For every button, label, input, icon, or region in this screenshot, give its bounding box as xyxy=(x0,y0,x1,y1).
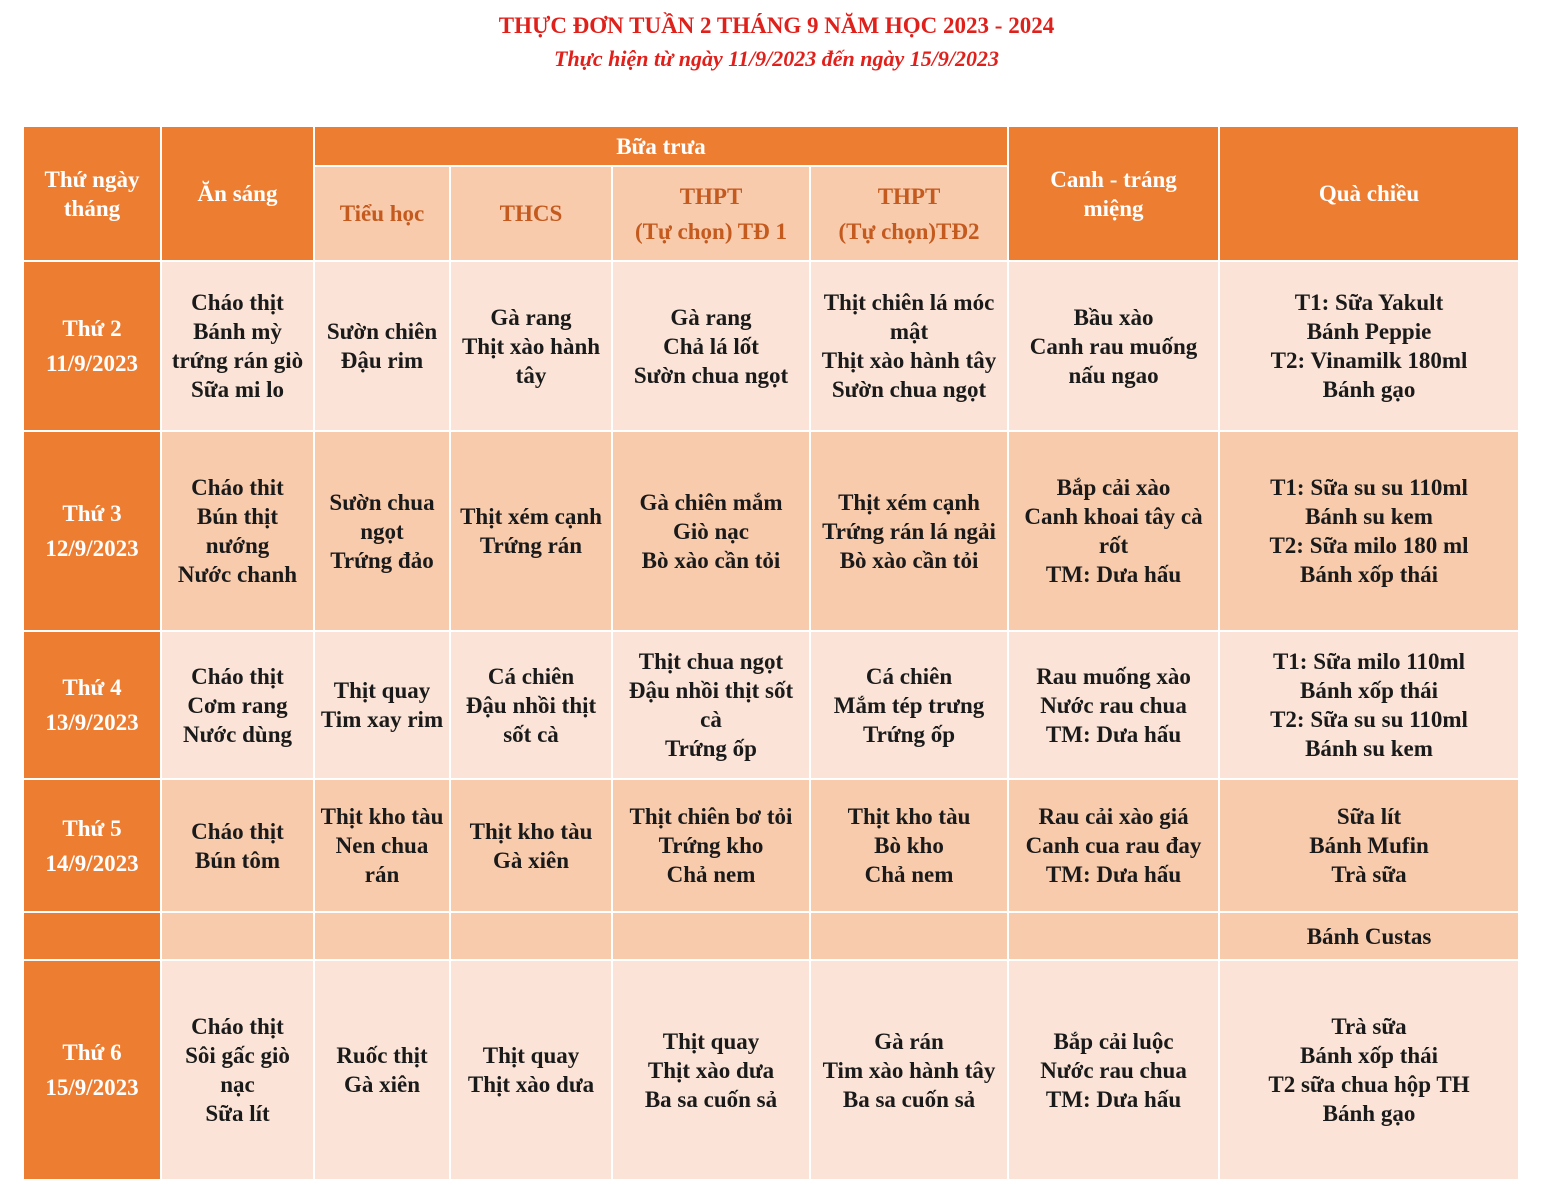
menu-item: T2 sữa chua hộp TH xyxy=(1268,1072,1470,1097)
header-breakfast: Ăn sáng xyxy=(161,126,314,261)
menu-item: Trứng kho xyxy=(658,833,764,858)
menu-item: Bún tôm xyxy=(195,847,280,873)
header-high-option-2: THPT (Tự chọn)TĐ2 xyxy=(810,166,1008,261)
secondary-lunch-cell xyxy=(450,431,612,631)
header-soup-dessert: Canh - tráng miệng xyxy=(1008,126,1219,261)
day-line: Thứ 3 xyxy=(62,501,122,526)
header-secondary: THCS xyxy=(450,166,612,261)
menu-item: Thịt kho tàu xyxy=(847,804,971,829)
menu-item: Thịt chua ngọt xyxy=(638,649,784,674)
menu-item: Trứng đảo xyxy=(330,547,434,573)
menu-item: Cá chiên xyxy=(865,663,953,689)
table-row xyxy=(23,431,1519,631)
menu-item: Sữa lít xyxy=(1336,804,1402,829)
menu-item: Cơm rang xyxy=(187,692,288,718)
high-option-2-cell xyxy=(810,431,1008,631)
high-option-1-cell xyxy=(612,912,810,960)
menu-item: Gà xiên xyxy=(492,847,570,873)
menu-item: Thịt kho tàu xyxy=(320,804,444,829)
menu-item: Tim xào hành tây xyxy=(822,1057,996,1083)
menu-item: Bò xào cần tỏi xyxy=(641,547,781,573)
high-option-1-cell xyxy=(612,261,810,431)
menu-body xyxy=(23,261,1519,1180)
breakfast-cell xyxy=(161,912,314,960)
primary-lunch-cell xyxy=(314,912,450,960)
menu-item: Cháo thit xyxy=(191,475,284,500)
header-afternoon-snack: Quà chiều xyxy=(1219,126,1519,261)
primary-lunch-cell xyxy=(314,631,450,779)
menu-item: Sườn chua ngọt xyxy=(329,489,435,544)
day-line: Thứ 2 xyxy=(62,316,122,341)
menu-item: Thịt quay xyxy=(482,1043,580,1068)
breakfast-cell xyxy=(161,261,314,431)
menu-item: Gà chiên mắm xyxy=(639,489,783,515)
day-cell xyxy=(23,779,161,912)
menu-item: Thịt xào dưa xyxy=(647,1057,775,1083)
breakfast-cell xyxy=(161,631,314,779)
day-line: Thứ 6 xyxy=(62,1040,122,1065)
menu-item: Sườn chua ngọt xyxy=(633,362,789,388)
menu-item: Bánh mỳ trứng rán giò xyxy=(171,319,304,373)
table-row xyxy=(23,261,1519,431)
menu-item: Sườn chua ngọt xyxy=(831,377,987,402)
table-row xyxy=(23,779,1519,912)
soup-dessert-cell xyxy=(1008,261,1219,431)
table-row xyxy=(23,912,1519,960)
menu-item: TM: Dưa hấu xyxy=(1045,721,1182,747)
soup-dessert-cell xyxy=(1008,960,1219,1180)
menu-item: Thịt quay xyxy=(333,678,431,703)
high-option-2-cell xyxy=(810,631,1008,779)
menu-item: Trứng ốp xyxy=(863,721,955,747)
menu-item: Bò xào cần tỏi xyxy=(839,547,979,573)
day-line: Thứ 4 xyxy=(62,675,122,700)
menu-item: Cháo thịt xyxy=(191,818,284,844)
menu-item: Gà xiên xyxy=(343,1072,421,1097)
menu-item: Cháo thịt xyxy=(191,1014,284,1039)
menu-item: Đậu rim xyxy=(340,348,424,373)
menu-item: Bầu xào xyxy=(1073,304,1154,330)
menu-item: Nước rau chua xyxy=(1040,1057,1187,1083)
menu-item: Thịt chiên bơ tỏi xyxy=(629,804,793,829)
menu-item: Thịt kho tàu xyxy=(469,818,593,844)
secondary-lunch-cell xyxy=(450,261,612,431)
day-cell xyxy=(23,912,161,960)
menu-item: Ba sa cuốn sả xyxy=(842,1086,976,1112)
menu-item: Nước chanh xyxy=(177,562,298,587)
high-option-1-cell xyxy=(612,960,810,1180)
high-option-2-cell xyxy=(810,779,1008,912)
menu-item: Thịt xào dưa xyxy=(467,1072,595,1097)
day-cell xyxy=(23,960,161,1180)
menu-item: Gà rang xyxy=(490,304,572,330)
day-line: 14/9/2023 xyxy=(45,850,139,876)
menu-item: Bò kho xyxy=(874,833,944,858)
menu-item: Bánh gạo xyxy=(1322,1101,1416,1126)
day-line: 11/9/2023 xyxy=(45,351,138,376)
menu-item: Bánh xốp thái xyxy=(1299,562,1439,587)
menu-item: Trứng rán lá ngải xyxy=(822,518,996,544)
afternoon-snack-cell xyxy=(1219,912,1519,960)
menu-item: Mắm tép trưng xyxy=(833,692,985,718)
afternoon-snack-cell xyxy=(1219,431,1519,631)
menu-date-range: Thực hiện từ ngày 11/9/2023 đến ngày 15/9/2023 xyxy=(554,46,999,71)
menu-item: Ruốc thịt xyxy=(336,1043,428,1068)
menu-item: Bánh gạo xyxy=(1322,377,1416,402)
menu-item: Bánh Mufin xyxy=(1309,833,1429,858)
table-row xyxy=(23,631,1519,779)
menu-item: Thịt chiên lá móc mật xyxy=(823,290,995,344)
menu-item: Nen chua rán xyxy=(335,833,429,887)
menu-item: T1: Sữa su su 110ml xyxy=(1270,475,1468,500)
day-cell xyxy=(23,431,161,631)
header-lunch: Bữa trưa xyxy=(314,126,1008,166)
menu-item: Rau muống xào xyxy=(1036,663,1191,689)
menu-item: Ba sa cuốn sả xyxy=(644,1086,778,1112)
menu-item: Đậu nhồi thịt sốt cà xyxy=(465,692,597,747)
menu-item: Thịt quay xyxy=(662,1028,760,1054)
day-line: 13/9/2023 xyxy=(45,710,139,735)
menu-item: Trứng rán xyxy=(479,533,583,558)
high-option-2-cell xyxy=(810,261,1008,431)
menu-item: TM: Dưa hấu xyxy=(1045,1086,1182,1112)
menu-item: Bánh su kem xyxy=(1305,736,1433,761)
menu-item: Sườn chiên xyxy=(326,319,438,344)
high-option-1-cell xyxy=(612,779,810,912)
menu-item: Trà sữa xyxy=(1331,862,1407,887)
menu-item: Sôi gấc giò nạc xyxy=(185,1043,290,1097)
menu-item: Cá chiên xyxy=(487,663,575,689)
menu-item: Chả lá lốt xyxy=(663,333,759,359)
afternoon-snack-cell xyxy=(1219,960,1519,1180)
menu-item: Sữa lít xyxy=(205,1101,270,1126)
day-cell xyxy=(23,631,161,779)
menu-item: Thịt xém cạnh xyxy=(838,489,980,515)
menu-item: Trứng ốp xyxy=(665,736,757,761)
breakfast-cell xyxy=(161,779,314,912)
weekly-menu-table xyxy=(22,125,1520,1181)
secondary-lunch-cell xyxy=(450,912,612,960)
secondary-lunch-cell xyxy=(450,960,612,1180)
menu-item: Bắp cải luộc xyxy=(1053,1028,1174,1054)
secondary-lunch-cell xyxy=(450,631,612,779)
menu-item: Nước dùng xyxy=(183,721,292,747)
menu-item: Thịt xém cạnh xyxy=(460,504,602,529)
menu-item: Bún thịt nướng xyxy=(196,504,279,558)
menu-item: Sữa mi lo xyxy=(190,377,285,402)
menu-item: T2: Vinamilk 180ml xyxy=(1270,348,1468,373)
menu-item: T1: Sữa milo 110ml xyxy=(1272,649,1466,674)
day-line: 15/9/2023 xyxy=(45,1075,139,1100)
menu-item: Thịt xào hành tây xyxy=(821,348,997,373)
breakfast-cell xyxy=(161,960,314,1180)
menu-item: Cháo thịt xyxy=(191,663,284,689)
soup-dessert-cell xyxy=(1008,431,1219,631)
menu-item: Rau cải xào giá xyxy=(1038,804,1189,829)
high-option-1-cell xyxy=(612,631,810,779)
afternoon-snack-cell xyxy=(1219,261,1519,431)
menu-item: Canh rau muống nấu ngao xyxy=(1029,333,1198,388)
menu-item: Thịt xào hành tây xyxy=(461,333,601,388)
menu-item: TM: Dưa hấu xyxy=(1045,562,1182,587)
soup-dessert-cell xyxy=(1008,779,1219,912)
menu-item: Gà rang xyxy=(670,304,752,330)
primary-lunch-cell xyxy=(314,779,450,912)
day-line: Thứ 5 xyxy=(62,815,122,841)
menu-item: Trà sữa xyxy=(1331,1014,1407,1039)
day-line: 12/9/2023 xyxy=(45,536,139,561)
menu-item: Nước rau chua xyxy=(1040,692,1187,718)
menu-item: Bánh Peppie xyxy=(1306,319,1432,344)
primary-lunch-cell xyxy=(314,261,450,431)
high-option-2-cell xyxy=(810,960,1008,1180)
high-option-2-cell xyxy=(810,912,1008,960)
afternoon-snack-cell xyxy=(1219,631,1519,779)
soup-dessert-cell xyxy=(1008,912,1219,960)
menu-item: Bánh xốp thái xyxy=(1299,1043,1439,1068)
breakfast-cell xyxy=(161,431,314,631)
day-cell xyxy=(23,261,161,431)
menu-item: T2: Sữa milo 180 ml xyxy=(1269,533,1469,558)
menu-item: Bánh su kem xyxy=(1305,504,1433,529)
menu-item: Bánh xốp thái xyxy=(1299,678,1439,703)
menu-item: Tim xay rim xyxy=(320,707,444,732)
menu-item: T2: Sữa su su 110ml xyxy=(1270,707,1468,732)
menu-item: Giò nạc xyxy=(672,518,750,544)
secondary-lunch-cell xyxy=(450,779,612,912)
high-option-1-cell xyxy=(612,431,810,631)
table-row xyxy=(23,960,1519,1180)
menu-title: THỰC ĐƠN TUẦN 2 THÁNG 9 NĂM HỌC 2023 - 2024 xyxy=(498,13,1055,38)
menu-item: T1: Sữa Yakult xyxy=(1294,290,1444,315)
soup-dessert-cell xyxy=(1008,631,1219,779)
primary-lunch-cell xyxy=(314,960,450,1180)
menu-item: Bánh Custas xyxy=(1306,923,1432,949)
menu-item: Chả nem xyxy=(666,862,756,887)
header-primary: Tiểu học xyxy=(314,166,450,261)
menu-item: Cháo thịt xyxy=(191,290,284,315)
menu-item: Canh cua rau đay xyxy=(1025,833,1202,858)
menu-item: TM: Dưa hấu xyxy=(1045,862,1182,887)
menu-item: Canh khoai tây cà rốt xyxy=(1024,504,1203,558)
menu-item: Bắp cải xào xyxy=(1056,475,1171,500)
menu-item: Đậu nhồi thịt sốt cà xyxy=(628,678,794,732)
header-day: Thứ ngày tháng xyxy=(23,126,161,261)
header-high-option-1: THPT (Tự chọn) TĐ 1 xyxy=(612,166,810,261)
menu-item: Gà rán xyxy=(874,1028,944,1054)
primary-lunch-cell xyxy=(314,431,450,631)
afternoon-snack-cell xyxy=(1219,779,1519,912)
menu-item: Chả nem xyxy=(864,862,954,887)
